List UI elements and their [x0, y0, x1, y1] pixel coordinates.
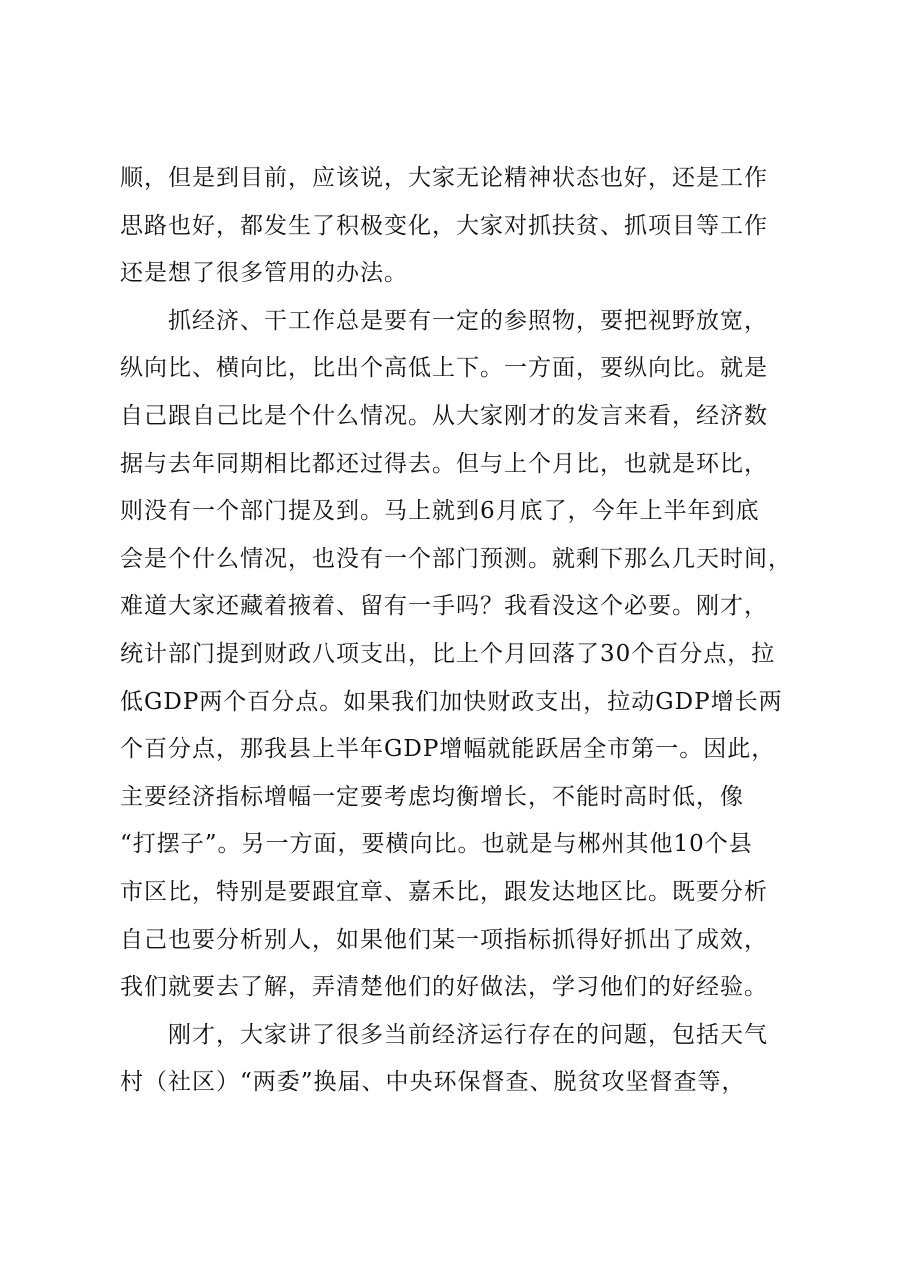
text-line: 主要经济指标增幅一定要考虑均衡增长，不能时高时低，像: [120, 783, 744, 810]
paragraph-start-line: 抓经济、干工作总是要有一定的参照物，要把视野放宽，: [168, 307, 768, 334]
text-line: 统计部门提到财政八项支出，比上个月回落了30个百分点，拉: [120, 640, 776, 667]
text-line: 自己也要分析别人，如果他们某一项指标抓得好抓出了成效，: [120, 926, 768, 953]
text-line: 据与去年同期相比都还过得去。但与上个月比，也就是环比，: [120, 450, 768, 477]
text-line: 市区比，特别是要跟宜章、嘉禾比，跟发达地区比。既要分析: [120, 878, 768, 905]
text-line: 纵向比、横向比，比出个高低上下。一方面，要纵向比。就是: [120, 355, 768, 382]
text-line: 还是想了很多管用的办法。: [120, 260, 408, 287]
text-line: 难道大家还藏着掖着、留有一手吗？我看没这个必要。刚才，: [120, 593, 768, 620]
body-text: [120, 155, 810, 1107]
text-line: 顺，但是到目前，应该说，大家无论精神状态也好，还是工作: [120, 165, 768, 191]
text-line: 个百分点，那我县上半年GDP增幅就能跃居全市第一。因此，: [120, 736, 776, 763]
text-line: 村（社区）“两委”换届、中央环保督查、脱贫攻坚督查等，: [120, 1069, 746, 1096]
paragraph-start-line: 刚才，大家讲了很多当前经济运行存在的问题，包括天气: [168, 1021, 768, 1048]
text-line: 低GDP两个百分点。如果我们加快财政支出，拉动GDP增长两: [120, 688, 783, 715]
text-line: “打摆子”。另一方面，要横向比。也就是与郴州其他10个县: [120, 831, 753, 858]
text-line: 会是个什么情况，也没有一个部门预测。就剩下那么几天时间，: [120, 545, 792, 572]
text-line: 我们就要去了解，弄清楚他们的好做法，学习他们的好经验。: [120, 974, 768, 1001]
text-line: 自己跟自己比是个什么情况。从大家刚才的发言来看，经济数: [120, 402, 768, 429]
text-line: 思路也好，都发生了积极变化，大家对抓扶贫、抓项目等工作: [120, 212, 768, 239]
text-line: 则没有一个部门提及到。马上就到6月底了，今年上半年到底: [120, 498, 760, 525]
